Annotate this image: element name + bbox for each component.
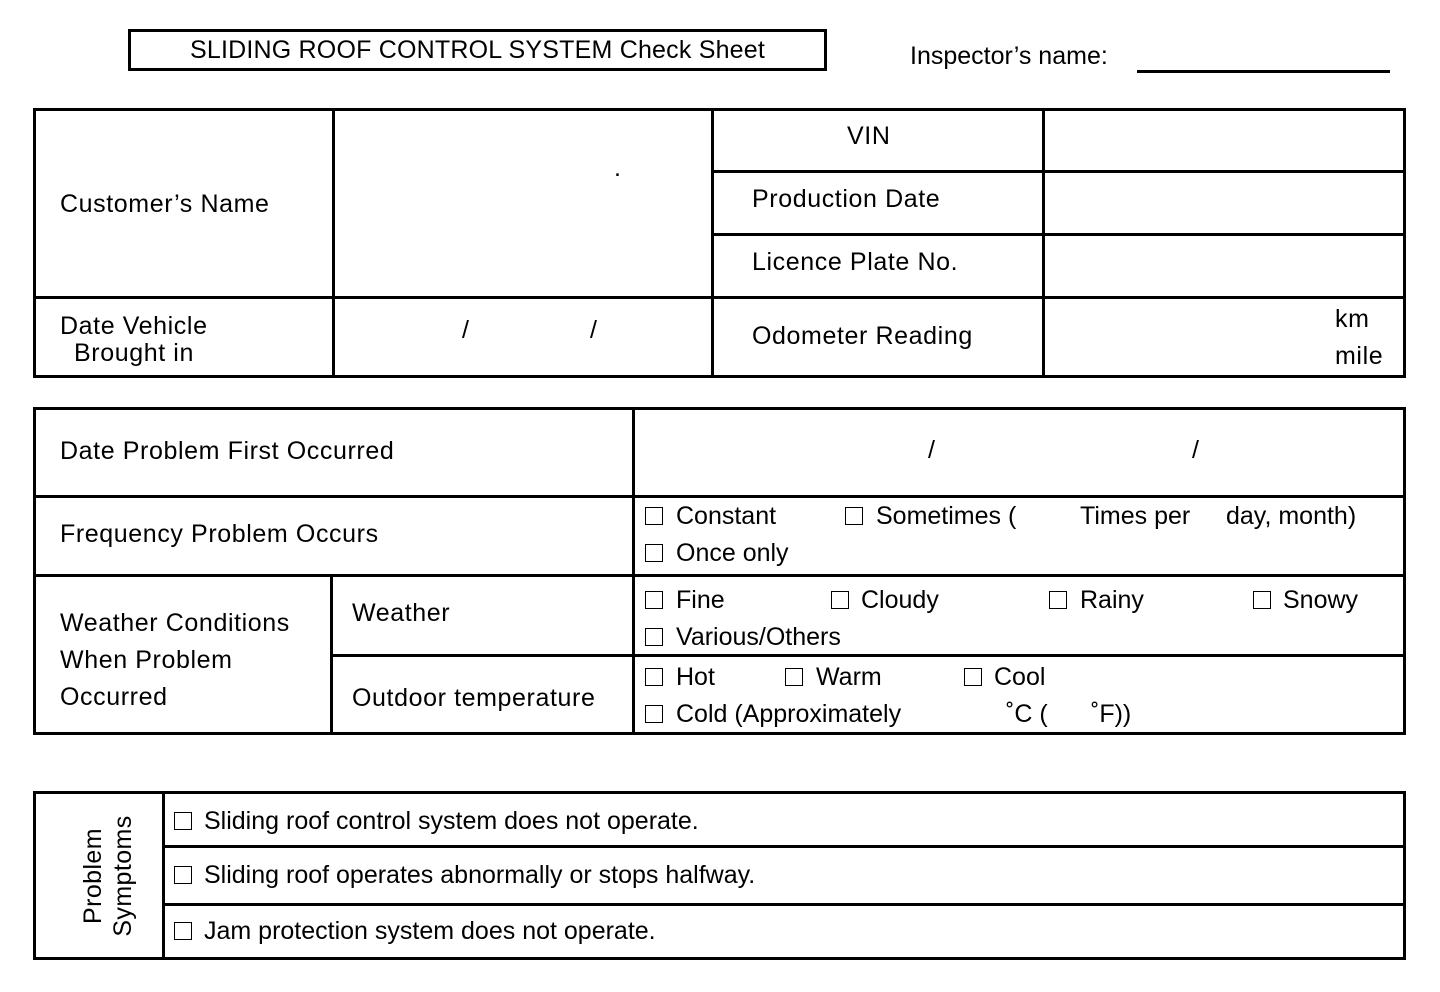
- once-only-checkbox[interactable]: [645, 544, 663, 562]
- sometimes-checkbox[interactable]: [845, 507, 863, 525]
- date-brought-in-label-line1: Date Vehicle: [60, 312, 208, 340]
- cold-checkbox[interactable]: [645, 705, 663, 723]
- hot-option: Hot: [676, 663, 715, 691]
- snowy-checkbox[interactable]: [1253, 591, 1271, 609]
- customer-name-label: Customer’s Name: [60, 190, 270, 218]
- weather-conditions-label-line3: Occurred: [60, 683, 168, 711]
- weather-label: Weather: [352, 599, 451, 627]
- once-only-option: Once only: [676, 539, 789, 567]
- rainy-option: Rainy: [1080, 586, 1144, 614]
- cloudy-checkbox[interactable]: [831, 591, 849, 609]
- date-first-occurred-label: Date Problem First Occurred: [60, 437, 395, 465]
- frequency-label: Frequency Problem Occurs: [60, 520, 379, 548]
- cold-option: Cold (Approximately: [676, 700, 902, 728]
- warm-option: Warm: [816, 663, 882, 691]
- vin-field[interactable]: [1048, 114, 1400, 168]
- symptom-checkbox[interactable]: [174, 866, 192, 884]
- rainy-checkbox[interactable]: [1049, 591, 1067, 609]
- day-month-text: day, month): [1226, 502, 1357, 530]
- date-separator: /: [1192, 436, 1199, 464]
- customer-name-field[interactable]: [338, 114, 708, 294]
- cloudy-option: Cloudy: [861, 586, 939, 614]
- cool-option: Cool: [994, 663, 1046, 691]
- customer-name-mark: .: [614, 154, 622, 182]
- odometer-unit-mile: mile: [1335, 342, 1384, 370]
- inspector-name-label: Inspector’s name:: [910, 42, 1108, 70]
- various-others-checkbox[interactable]: [645, 628, 663, 646]
- hot-checkbox[interactable]: [645, 668, 663, 686]
- odometer-label: Odometer Reading: [752, 322, 973, 350]
- inspector-name-field[interactable]: [1137, 70, 1390, 73]
- symptom-checkbox[interactable]: [174, 812, 192, 830]
- cool-checkbox[interactable]: [964, 668, 982, 686]
- odometer-unit-km: km: [1335, 305, 1370, 333]
- production-date-label: Production Date: [752, 185, 941, 213]
- odometer-field[interactable]: [1048, 302, 1328, 373]
- date-brought-in-label-line2: Brought in: [74, 339, 194, 367]
- sometimes-option: Sometimes (: [876, 502, 1017, 530]
- various-others-option: Various/Others: [676, 623, 841, 651]
- date-first-occurred-field[interactable]: [638, 413, 1400, 493]
- outdoor-temperature-label: Outdoor temperature: [352, 684, 596, 712]
- date-separator: /: [462, 316, 469, 344]
- date-brought-in-field[interactable]: [338, 302, 708, 373]
- celsius-unit: ˚C (: [1006, 700, 1048, 728]
- weather-conditions-label-line1: Weather Conditions: [60, 609, 290, 637]
- snowy-option: Snowy: [1283, 586, 1359, 614]
- vin-label: VIN: [847, 122, 891, 150]
- constant-option: Constant: [676, 502, 777, 530]
- symptom-checkbox[interactable]: [174, 922, 192, 940]
- licence-plate-field[interactable]: [1048, 239, 1400, 294]
- symptom-item: Sliding roof operates abnormally or stops halfway.: [204, 861, 756, 889]
- times-per-text: Times per: [1080, 502, 1191, 530]
- warm-checkbox[interactable]: [785, 668, 803, 686]
- constant-checkbox[interactable]: [645, 507, 663, 525]
- symptom-item: Sliding roof control system does not operate.: [204, 807, 699, 835]
- fine-option: Fine: [676, 586, 725, 614]
- sheet-title: SLIDING ROOF CONTROL SYSTEM Check Sheet: [128, 29, 827, 71]
- date-separator: /: [928, 436, 935, 464]
- problem-symptoms-label: Problem Symptoms: [79, 815, 137, 937]
- symptom-item: Jam protection system does not operate.: [204, 917, 656, 945]
- fahrenheit-unit: ˚F)): [1091, 700, 1132, 728]
- fine-checkbox[interactable]: [645, 591, 663, 609]
- production-date-field[interactable]: [1048, 176, 1400, 231]
- weather-conditions-label-line2: When Problem: [60, 646, 233, 674]
- date-separator: /: [590, 316, 597, 344]
- licence-plate-label: Licence Plate No.: [752, 248, 959, 276]
